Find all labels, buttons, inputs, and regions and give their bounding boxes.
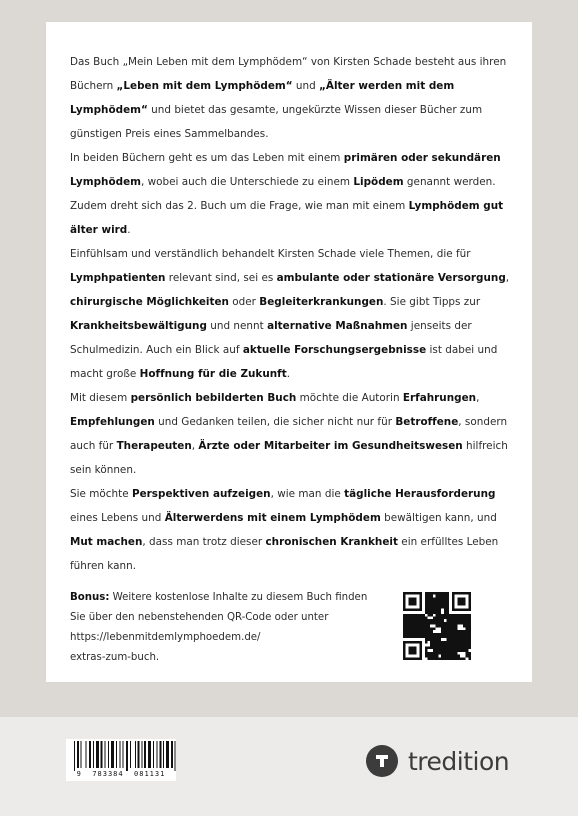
body-text: Das Buch „Mein Leben mit dem Lymphödem“ von Kirsten Schade besteht aus ihren Büchern [70,56,507,92]
description-paragraph [70,146,510,242]
body-text: , [476,392,480,404]
emphasis-text: aktuelle Forschungsergebnisse [242,344,427,356]
body-text: . [286,368,291,380]
body-text: Einfühlsam und verständlich behandelt Kirsten Schade viele Themen, die für [70,248,471,260]
emphasis-text: Therapeuten [116,440,192,452]
body-text: ist dabei und macht große [70,344,498,380]
emphasis-text: Hoffnung für die Zukunft [139,368,287,380]
body-text: bewältigen kann, und [380,512,497,524]
body-text: und [292,80,320,92]
bonus-paragraph [70,588,380,668]
isbn-number: 9 783384 081131 [76,770,166,778]
back-cover-text-card [46,22,532,682]
body-text: . Sie gibt Tipps zur [383,296,481,308]
body-text: , [191,440,199,452]
tredition-mark-icon [366,745,398,777]
body-text: Mit diesem [70,392,131,404]
emphasis-text: primären oder sekundären Lymphödem [70,152,501,188]
body-text: eines Lebens und [70,512,165,524]
body-text: In beiden Büchern geht es um das Leben mit einem [70,152,344,164]
emphasis-text: Betroffene [395,416,459,428]
emphasis-text: Erfahrungen [402,392,477,404]
body-text: jenseits der Schulmedizin. Auch ein Blick auf [70,320,472,356]
body-text: und Gedanken teilen, die sicher nicht nur für [154,416,396,428]
emphasis-text: Lymphpatienten [70,272,166,284]
emphasis-text: alternative Maßnahmen [267,320,408,332]
body-text: ein erfülltes Leben führen kann. [70,536,499,572]
body-text: relevant sind, sei es [165,272,277,284]
body-text: möchte die Autorin [296,392,403,404]
publisher-name: tredition [408,746,510,776]
emphasis-text: Mut machen [70,536,143,548]
emphasis-text: chirurgische Möglichkeiten [70,296,229,308]
description-paragraph [70,242,510,386]
emphasis-text: „Älter werden mit dem Lymphödem“ [70,80,455,116]
description-paragraph [70,386,510,482]
body-text: , wobei auch die Unterschiede zu einem [140,176,354,188]
body-text: , wie man die [270,488,345,500]
emphasis-text: Begleiterkrankungen [259,296,384,308]
emphasis-text: Krankheitsbewältigung [70,320,207,332]
emphasis-text: Lymphödem gut älter wird [70,200,504,236]
description-paragraph [70,482,510,578]
publisher-logo [366,743,509,779]
emphasis-text: „Leben mit dem Lymphödem“ [116,80,293,92]
emphasis-text: ambulante oder stationäre Versorgung [276,272,506,284]
bonus-url-line1[interactable]: https://lebenmitdemlymphoedem.de/ [70,632,261,643]
barcode [66,739,176,781]
description-text [70,50,510,578]
barcode-icon [66,739,176,771]
body-text: und nennt [206,320,268,332]
emphasis-text: chronischen Krankheit [265,536,398,548]
bonus-url-line2[interactable]: extras-zum-buch. [70,652,160,663]
body-text: und bietet das gesamte, ungekürzte Wissen dieser Bücher zum günstigen Preis eines Sammelbandes. [70,104,483,140]
description-paragraph [70,50,510,146]
body-text: hilfreich sein können. [70,440,508,476]
body-text: oder [228,296,260,308]
emphasis-text: Lipödem [353,176,404,188]
body-text: Sie möchte [70,488,132,500]
emphasis-text: Perspektiven aufzeigen [131,488,271,500]
body-text: , dass man trotz dieser [142,536,266,548]
bonus-label: Bonus: [70,592,110,603]
emphasis-text: tägliche Herausforderung [344,488,496,500]
bonus-text: Weitere kostenlose Inhalte zu diesem Buch finden Sie über den nebenstehenden QR-Code oder unter [70,592,368,623]
emphasis-text: Empfehlungen [70,416,155,428]
emphasis-text: Ärzte oder Mitarbeiter im Gesundheitswesen [198,440,463,452]
body-text: , [505,272,510,284]
qr-code-icon[interactable] [403,592,471,660]
body-text: . [127,224,131,236]
body-text: genannt werden. Zudem dreht sich das 2. Buch um die Frage, wie man mit einem [70,176,496,212]
emphasis-text: persönlich bebilderten Buch [130,392,297,404]
body-text: , sondern auch für [70,416,508,452]
emphasis-text: Älterwerdens mit einem Lymphödem [164,512,381,524]
bonus-section [70,588,380,668]
